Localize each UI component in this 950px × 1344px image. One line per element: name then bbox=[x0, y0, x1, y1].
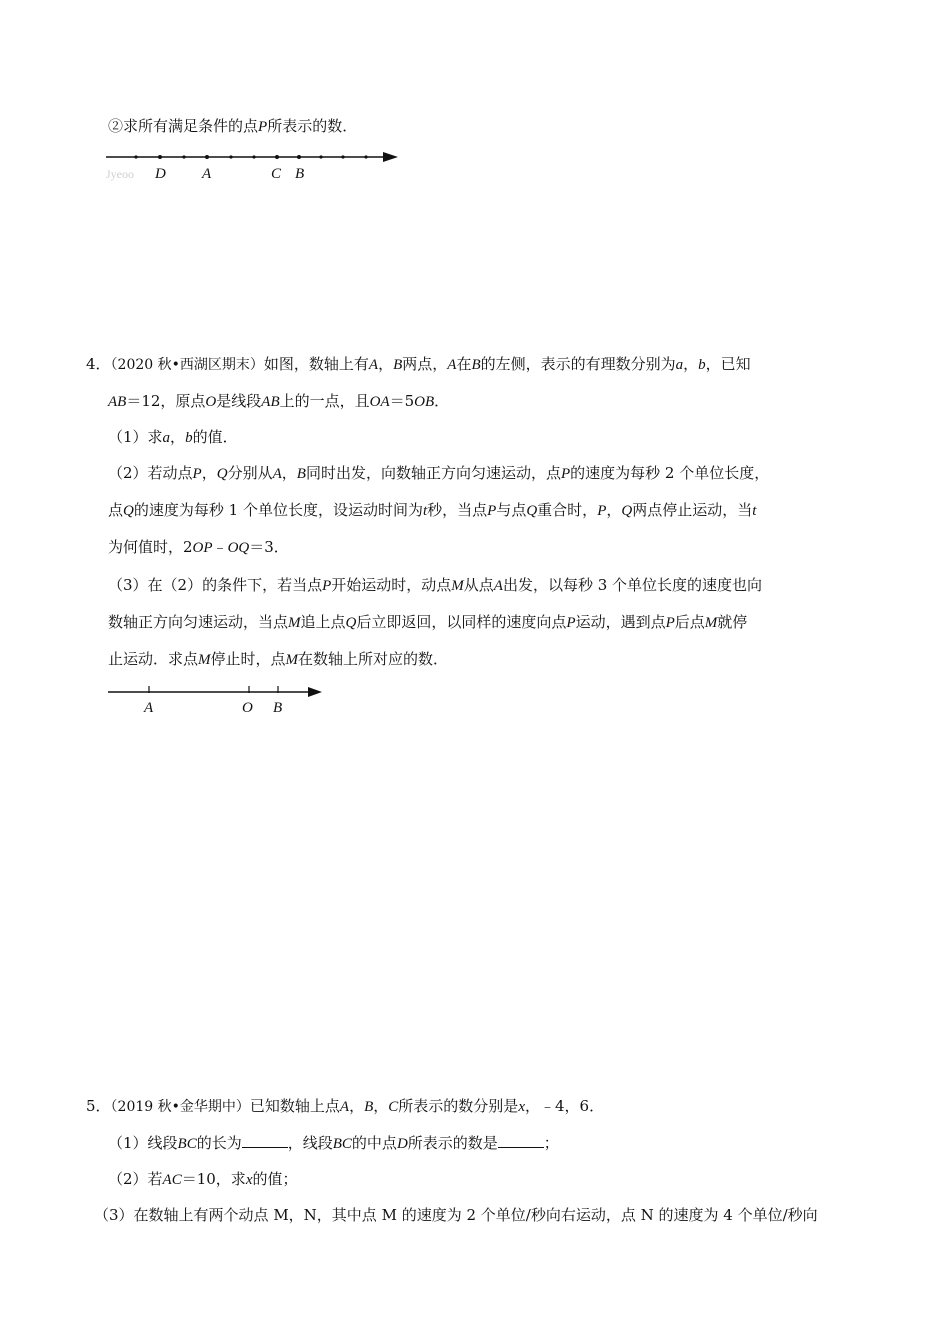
q4-part2-line-2: 点Q的速度为每秒 1 个单位长度，设运动时间为t秒，当点P与点Q重合时，P，Q两点停止运动，当t bbox=[108, 501, 757, 519]
q4-part2-line-3: 为何值时，2OP﹣OQ＝3． bbox=[108, 538, 289, 556]
q5-part3: （3）在数轴上有两个动点 M，N，其中点 M 的速度为 2 个单位/秒向右运动，点 N 的速度为 4 个单位/秒向 bbox=[94, 1206, 818, 1224]
q4-part3-line-2: 数轴正方向匀速运动，当点M追上点Q后立即返回，以同样的速度向点P运动，遇到点P后点M就停 bbox=[108, 613, 748, 631]
q5-source: （2019 秋•金华期中） bbox=[110, 1099, 250, 1115]
q5-number: 5． bbox=[86, 1097, 111, 1115]
label-c: C bbox=[271, 166, 282, 182]
q5-part2: （2）若AC＝10，求x的值； bbox=[108, 1170, 298, 1188]
q5-part1: （1）线段BC的长为 ，线段BC的中点D所表示的数是 ； bbox=[108, 1134, 559, 1152]
answer-blank-2[interactable] bbox=[498, 1133, 544, 1148]
q3-part2-line: ②求所有满足条件的点P所表示的数． bbox=[108, 117, 358, 135]
label-d: D bbox=[155, 166, 166, 182]
q4-number: 4． bbox=[86, 355, 111, 373]
q4-part2-line-1: （2）若动点P，Q分别从A，B同时出发，向数轴正方向匀速运动，点P的速度为每秒 2 个单位长度， bbox=[108, 464, 770, 482]
q4-line-2: AB＝12，原点O是线段AB上的一点，且OA＝5OB． bbox=[108, 392, 450, 410]
q4-source: （2020 秋•西湖区期末） bbox=[110, 357, 264, 373]
q4-part1: （1）求a，b的值． bbox=[108, 428, 238, 446]
q4-part3-line-1: （3）在（2）的条件下，若当点P开始运动时，动点M从点A出发，以每秒 3 个单位长度的速度也向 bbox=[108, 576, 763, 594]
q3-number-line bbox=[100, 146, 410, 186]
q4-number-line bbox=[104, 682, 334, 718]
q4-line-1: 4．（2020 秋•西湖区期末）如图，数轴上有A，B两点，A在B的左侧，表示的有理数分别为a，b，已知 bbox=[86, 355, 751, 373]
label-b: B bbox=[273, 700, 283, 716]
watermark: Jyeoo bbox=[106, 167, 134, 181]
label-a: A bbox=[144, 700, 154, 716]
label-o: O bbox=[242, 700, 253, 716]
answer-blank-1[interactable] bbox=[242, 1133, 288, 1148]
label-a: A bbox=[202, 166, 212, 182]
q5-line-1: 5．（2019 秋•金华期中）已知数轴上点A，B，C所表示的数分别是x，﹣4，6． bbox=[86, 1097, 605, 1115]
q4-part3-line-3: 止运动．求点M停止时，点M在数轴上所对应的数． bbox=[108, 650, 449, 668]
circled-2: ② bbox=[108, 117, 124, 135]
label-b: B bbox=[295, 166, 305, 182]
